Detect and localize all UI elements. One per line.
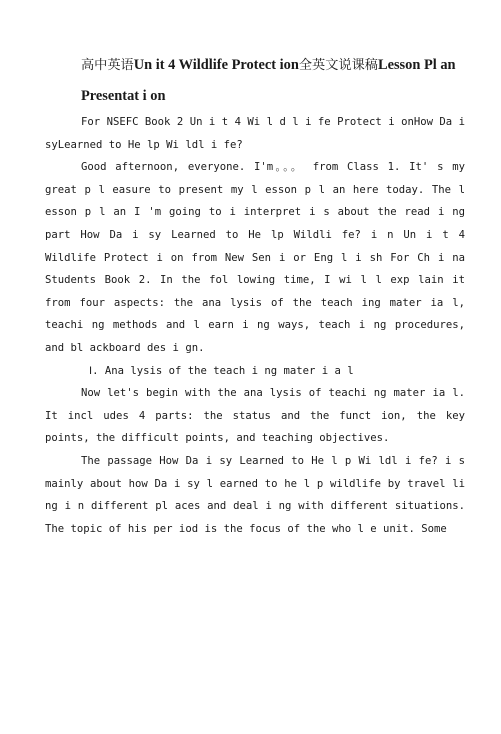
subtitle-paragraph: For NSEFC Book 2 Un i t 4 Wi l d l i fe Protect i onHow Da i syLearned to He lp Wi ldl i fe? [45, 116, 465, 151]
title-lesson: Lesson Pl an Presentat i on [81, 57, 456, 104]
passage-paragraph: The passage How Da i sy Learned to He l p Wi ldl i fe? i s mainly about how Da i sy l earned to he l p wildlife by travel li ng i n different pl aces and deal i ng with different situations. The topic of his per iod is the focus of the who l e unit. Some [45, 454, 465, 535]
section-heading: Ⅰ. Ana lysis of the teach i ng mater i a l [89, 364, 354, 377]
title-cn-middle: 全英文说课稿 [298, 58, 378, 73]
title-unit: Un it 4 Wildlife Protect ion [133, 57, 299, 73]
document-title [81, 50, 471, 112]
intro-paragraph: Good afternoon, everyone. I'm。。。 from Class 1. It' s my great p l easure to present my l esson p l an here today. The l esson p l an I 'm going to i interpret i s about the read i ng part How Da i sy Learned to He lp Wildli fe? i n Un i t 4 Wildlife Protect i on from New Sen i or Eng l i sh For Ch i na Students Book 2. In the fol lowing time, I wi l l exp lain it from four aspects: the ana lysis of the teach ing mater ia l, teachi ng methods and l earn i ng ways, teach i ng procedures, and bl ackboard des i gn. [45, 161, 465, 354]
title-cn-prefix: 高中英语 [81, 58, 134, 73]
document-body [45, 111, 465, 540]
analysis-paragraph: Now let's begin with the ana lysis of teachi ng mater ia l. It incl udes 4 parts: the status and the funct ion, the key points, the difficult points, and teaching objectives. [45, 387, 465, 445]
